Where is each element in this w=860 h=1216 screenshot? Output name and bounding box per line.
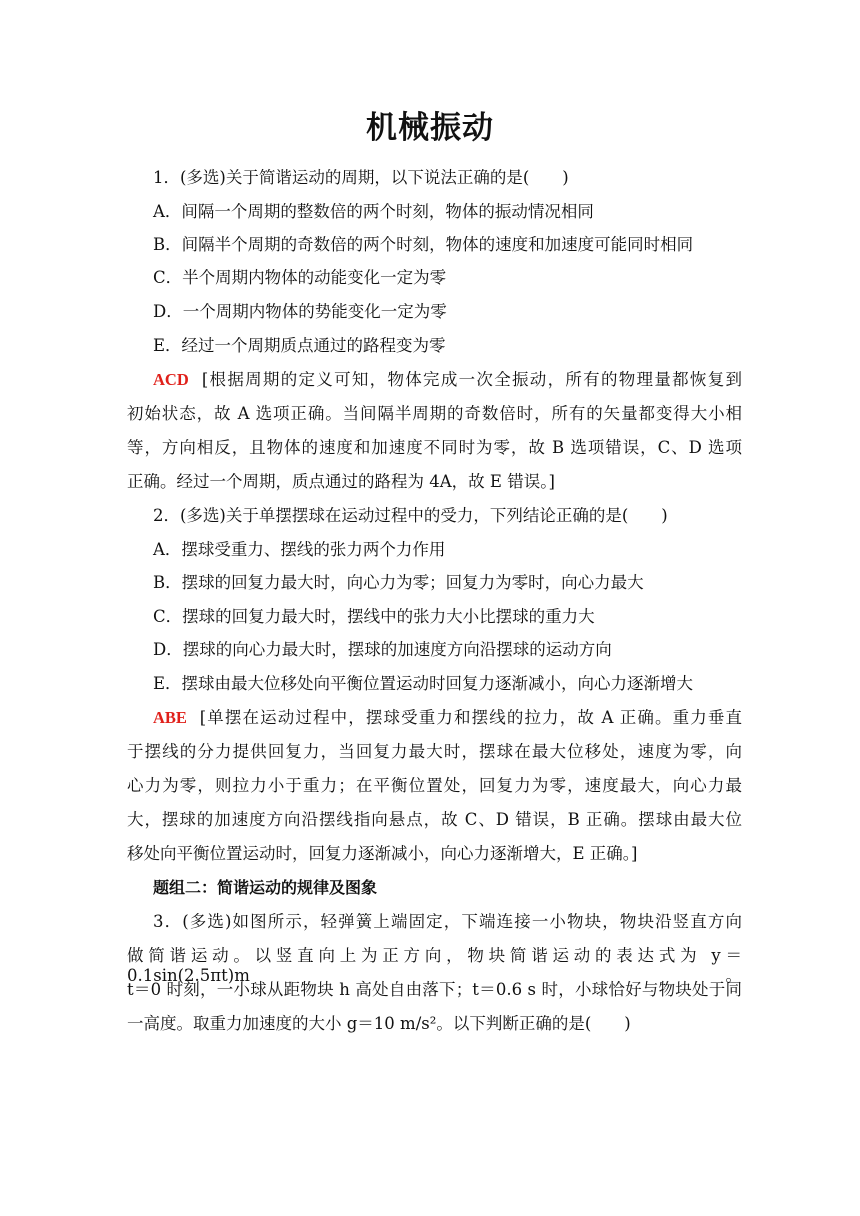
q3-line-2: 做简谐运动。以竖直向上为正方向，物块简谐运动的表达式为 y＝0.1sin(2.5πt)m。 (127, 946, 742, 985)
q1-explanation-line-3: 等，方向相反，且物体的速度和加速度不同时为零，故 B 选项错误，C、D 选项 (127, 438, 742, 457)
q3-line-4: 一高度。取重力加速度的大小 g＝10 m/s²。以下判断正确的是( ) (127, 1014, 631, 1033)
page-title: 机械振动 (366, 110, 494, 146)
q2-option-c: C．摆球的回复力最大时，摆线中的张力大小比摆球的重力大 (153, 607, 595, 626)
q2-explanation-line-2: 于摆线的分力提供回复力，当回复力最大时，摆球在最大位移处，速度为零，向 (127, 742, 742, 761)
q2-answer: ABE (153, 708, 187, 727)
q1-stem: 1．(多选)关于简谐运动的周期，以下说法正确的是( ) (153, 168, 569, 187)
q2-explanation-line-3: 心力为零，则拉力小于重力；在平衡位置处，回复力为零，速度最大，向心力最 (127, 776, 742, 795)
q1-explanation-line-1: ACD [根据周期的定义可知，物体完成一次全振动，所有的物理量都恢复到 (153, 370, 742, 389)
q1-option-b: B．间隔半个周期的奇数倍的两个时刻，物体的速度和加速度可能同时相同 (153, 235, 694, 254)
q2-option-a: A．摆球受重力、摆线的张力两个力作用 (153, 540, 446, 559)
q1-explanation-line-2: 初始状态，故 A 选项正确。当间隔半周期的奇数倍时，所有的矢量都变得大小相 (127, 404, 742, 423)
q1-option-e: E．经过一个周期质点通过的路程变为零 (153, 336, 446, 355)
q2-explanation-line-5: 移处向平衡位置运动时，回复力逐渐减小，向心力逐渐增大，E 正确。] (127, 844, 638, 863)
q1-option-d: D．一个周期内物体的势能变化一定为零 (153, 302, 447, 321)
q3-line-1: 3．(多选)如图所示，轻弹簧上端固定，下端连接一小物块，物块沿竖直方向 (153, 912, 742, 931)
q1-answer: ACD (153, 370, 189, 389)
q2-explanation-line-4: 大，摆球的加速度方向沿摆线指向悬点，故 C、D 错误，B 正确。摆球由最大位 (127, 810, 742, 829)
q1-explanation-line-4: 正确。经过一个周期，质点通过的路程为 4A，故 E 错误。] (127, 472, 555, 491)
q1-option-c: C．半个周期内物体的动能变化一定为零 (153, 268, 447, 287)
section-heading: 题组二：简谐运动的规律及图象 (153, 878, 378, 897)
q2-explanation-line-1: ABE [单摆在运动过程中，摆球受重力和摆线的拉力，故 A 正确。重力垂直 (153, 708, 742, 727)
q2-option-b: B．摆球的回复力最大时，向心力为零；回复力为零时，向心力最大 (153, 573, 644, 592)
q2-stem: 2．(多选)关于单摆摆球在运动过程中的受力，下列结论正确的是( ) (153, 506, 668, 525)
q1-option-a: A．间隔一个周期的整数倍的两个时刻，物体的振动情况相同 (153, 202, 594, 221)
q2-option-e: E．摆球由最大位移处向平衡位置运动时回复力逐渐减小，向心力逐渐增大 (153, 674, 694, 693)
q3-line-3: t＝0 时刻，一小球从距物块 h 高处自由落下；t＝0.6 s 时，小球恰好与物块处于同 (127, 980, 742, 999)
q2-option-d: D．摆球的向心力最大时，摆球的加速度方向沿摆球的运动方向 (153, 640, 612, 659)
